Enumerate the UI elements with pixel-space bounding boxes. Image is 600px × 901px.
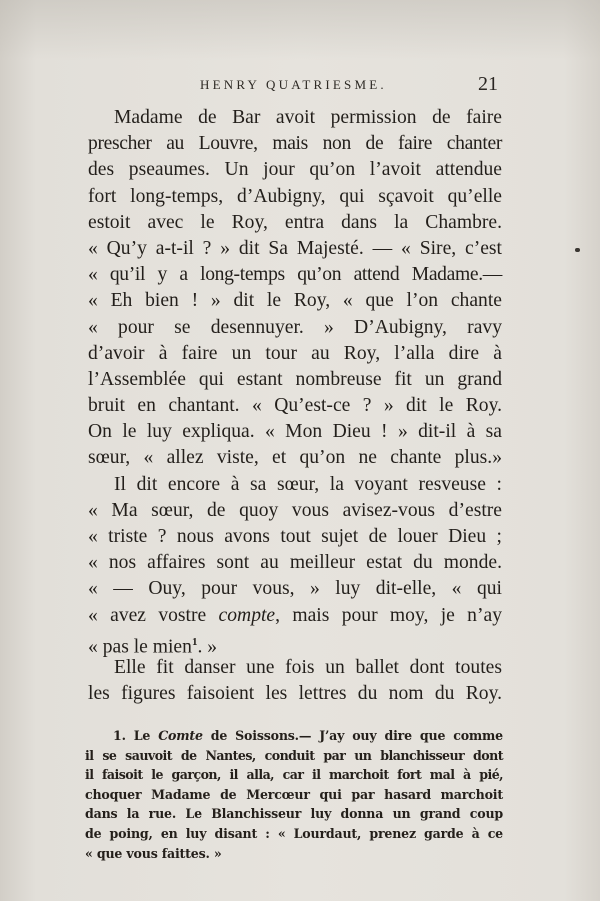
text-line-compte <box>88 603 502 629</box>
italic-word-compte: compte <box>218 604 276 626</box>
text-line: sœur, « allez viste, et qu’on ne chante plus.» <box>88 447 502 469</box>
text-line: « Ma sœur, de quoy vous avisez-vous d’estre <box>88 499 502 521</box>
running-head-title: HENRY QUATRIESME. <box>200 77 387 92</box>
text-line: les figures faisoient les lettres du nom du Roy. <box>88 683 502 705</box>
text-line: « nos affaires sont au meilleur estat du monde. <box>88 552 502 574</box>
text-line: « triste ? nous avons tout sujet de louer Dieu ; <box>88 526 502 547</box>
text-line: des pseaumes. Un jour qu’on l’avoit attendue <box>88 159 502 181</box>
footnote-line: il se sauvoit de Nantes, conduit par un blanchisseur dont <box>85 747 503 763</box>
text-line: fort long-temps, d’Aubigny, qui sçavoit qu’elle <box>88 185 502 207</box>
text-line: On le luy expliqua. « Mon Dieu ! » dit-il à sa <box>88 421 502 443</box>
text-line: « qu’il y a long-temps qu’on attend Madame.— <box>88 264 502 286</box>
text-line: prescher au Louvre, mais non de faire chanter <box>88 133 502 155</box>
footnote-line: il faisoit le garçon, il alla, car il marchoit fort mal à pié, <box>85 767 503 783</box>
paper-speck <box>575 248 580 252</box>
page-shadow <box>0 0 600 60</box>
text-line: « — Ouy, pour vous, » luy dit-elle, « qui <box>88 578 502 600</box>
text-line: « Eh bien ! » dit le Roy, « que l’on chante <box>88 290 502 312</box>
text-line: estoit avec le Roy, entra dans la Chambre. <box>88 211 502 233</box>
text-line: d’avoir à faire un tour au Roy, l’alla dire à <box>88 342 502 364</box>
text-line: « pour se desennuyer. » D’Aubigny, ravy <box>88 316 502 338</box>
text-line: Elle fit danser une fois un ballet dont toutes <box>114 656 502 678</box>
page-number: 21 <box>478 73 498 95</box>
text-line-footnote-ref <box>88 629 502 658</box>
text-segment: , mais pour moy, je n’ay <box>275 604 502 626</box>
body-text <box>88 105 502 707</box>
text-segment: . » <box>197 636 218 658</box>
text-line: bruit en chantant. « Qu’est-ce ? » dit le Roy. <box>88 395 502 417</box>
footnote-italic-comte: Comte <box>158 728 203 743</box>
running-head <box>0 73 600 101</box>
footnote-segment: de Soissons.— J’ay ouy dire que comme <box>210 728 503 743</box>
footnote-reference[interactable]: 1 <box>191 635 198 648</box>
footnote <box>85 726 503 863</box>
text-line: Madame de Bar avoit permission de faire <box>114 107 502 128</box>
footnote-marker: 1. Le <box>113 728 151 743</box>
footnote-line: choquer Madame de Mercœur qui par hasard marchoit <box>85 786 503 802</box>
footnote-line: de poing, en luy disant : « Lourdaut, prenez garde à ce <box>85 825 503 841</box>
footnote-line: « que vous faittes. » <box>85 845 222 861</box>
text-line: Il dit encore à sa sœur, la voyant resveuse : <box>114 473 502 495</box>
text-line: « Qu’y a-t-il ? » dit Sa Majesté. — « Sire, c’est <box>88 237 502 259</box>
text-segment: « pas le mien <box>88 636 192 658</box>
footnote-line <box>85 726 503 746</box>
text-segment: « avez vostre <box>88 604 207 626</box>
footnote-line: dans la rue. Le Blanchisseur luy donna un grand coup <box>85 806 503 822</box>
text-line: l’Assemblée qui estant nombreuse fit un grand <box>88 368 502 390</box>
